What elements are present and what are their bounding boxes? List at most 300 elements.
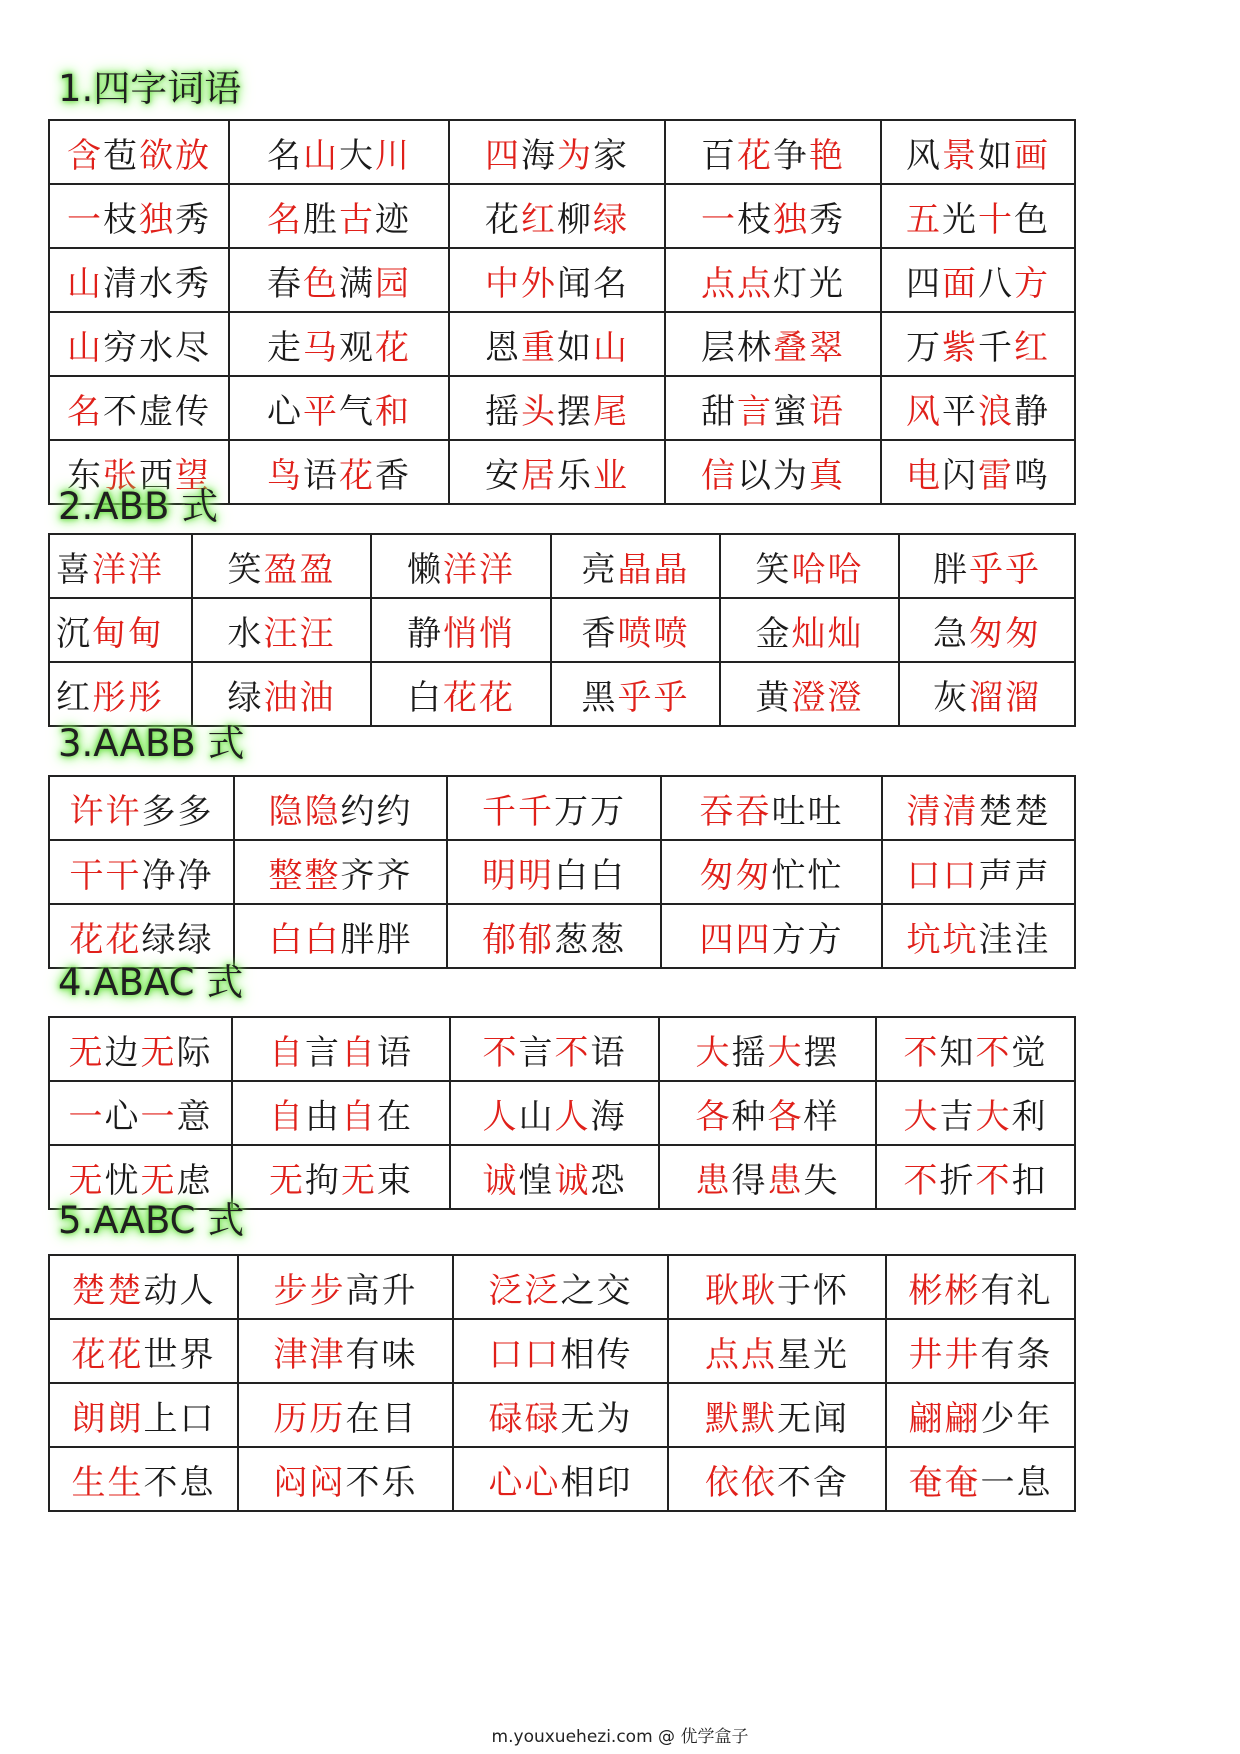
- highlighted-character: 心: [524, 1462, 561, 1503]
- table-row: [49, 776, 1075, 840]
- character: 亮: [581, 549, 618, 590]
- character: 灰: [933, 677, 969, 718]
- character: 传: [175, 391, 211, 432]
- character: 语: [590, 1032, 627, 1073]
- highlighted-character: 翠: [809, 327, 845, 368]
- highlighted-character: 平: [303, 391, 339, 432]
- word-text: [274, 1271, 418, 1311]
- word-text: [269, 1161, 413, 1201]
- highlighted-character: 乎: [653, 677, 690, 718]
- character: 安: [485, 455, 521, 496]
- word-cell: [661, 840, 882, 904]
- highlighted-character: 五: [906, 199, 942, 240]
- highlighted-character: 花: [71, 1334, 108, 1375]
- highlighted-character: 花: [737, 135, 773, 176]
- word-text: [909, 1463, 1053, 1503]
- highlighted-character: 花: [105, 919, 142, 960]
- word-text: [705, 1271, 849, 1311]
- character: 观: [339, 327, 375, 368]
- highlighted-character: 溜: [1005, 677, 1041, 718]
- character: 传: [596, 1334, 633, 1375]
- word-cell: [49, 312, 229, 376]
- highlighted-character: 无: [68, 1160, 105, 1201]
- word-text: [933, 550, 1041, 590]
- character: 千: [978, 327, 1014, 368]
- word-cell: [886, 1255, 1075, 1319]
- highlighted-character: 生: [107, 1462, 144, 1503]
- highlighted-character: 花: [339, 455, 375, 496]
- word-cell: [49, 1017, 232, 1081]
- character: 语: [377, 1032, 413, 1073]
- highlighted-character: 坑: [942, 919, 979, 960]
- word-cell: [49, 1447, 238, 1511]
- word-cell: [668, 1383, 886, 1447]
- word-cell: [876, 1145, 1075, 1209]
- highlighted-character: 为: [557, 135, 593, 176]
- word-cell: [371, 598, 551, 662]
- highlighted-character: 信: [701, 455, 737, 496]
- highlighted-character: 花: [375, 327, 411, 368]
- word-text: [267, 200, 411, 240]
- character: 净: [141, 855, 178, 896]
- highlighted-character: 彤: [128, 677, 164, 718]
- word-text: [906, 456, 1050, 496]
- character: 香: [581, 613, 618, 654]
- word-cell: [49, 598, 192, 662]
- highlighted-character: 许: [105, 791, 142, 832]
- highlighted-character: 自: [269, 1096, 305, 1137]
- character: 秀: [809, 199, 845, 240]
- highlighted-character: 洋: [479, 549, 515, 590]
- word-text: [485, 456, 629, 496]
- character: 懒: [407, 549, 443, 590]
- word-text: [267, 264, 411, 304]
- highlighted-character: 依: [705, 1462, 741, 1503]
- word-cell: [49, 662, 192, 726]
- word-text: [582, 614, 690, 654]
- highlighted-character: 电: [906, 455, 942, 496]
- highlighted-character: 面: [942, 263, 978, 304]
- highlighted-character: 盈: [299, 549, 336, 590]
- word-text: [72, 1463, 216, 1503]
- highlighted-character: 不: [975, 1032, 1012, 1073]
- word-text: [705, 1463, 849, 1503]
- character: 际: [176, 1032, 213, 1073]
- word-text: [933, 678, 1041, 718]
- highlighted-character: 十: [978, 199, 1014, 240]
- character: 忙: [807, 855, 844, 896]
- highlighted-character: 人: [482, 1096, 519, 1137]
- aabb-words-table: [48, 775, 1076, 969]
- word-text: [72, 1399, 216, 1439]
- highlighted-character: 口: [906, 855, 943, 896]
- word-text: [267, 136, 411, 176]
- section-3-title: 3.AABB 式: [58, 722, 245, 765]
- highlighted-character: 灿: [791, 613, 828, 654]
- highlighted-character: 一: [68, 1096, 105, 1137]
- character: 无: [777, 1398, 813, 1439]
- word-text: [67, 200, 211, 240]
- highlighted-character: 井: [944, 1334, 981, 1375]
- word-cell: [238, 1319, 453, 1383]
- word-text: [72, 1271, 216, 1311]
- table-row: [49, 184, 1075, 248]
- highlighted-character: 耿: [741, 1270, 777, 1311]
- highlighted-character: 明: [518, 855, 554, 896]
- character: 少: [980, 1398, 1017, 1439]
- word-cell: [720, 534, 899, 598]
- character: 喜: [56, 549, 92, 590]
- character: 苞: [103, 135, 139, 176]
- word-cell: [881, 312, 1075, 376]
- highlighted-character: 碌: [524, 1398, 561, 1439]
- word-text: [274, 1463, 418, 1503]
- character: 星: [777, 1334, 813, 1375]
- highlighted-character: 清: [942, 791, 979, 832]
- highlighted-character: 油: [263, 677, 300, 718]
- word-cell: [881, 248, 1075, 312]
- highlighted-character: 隐: [304, 791, 341, 832]
- highlighted-character: 津: [309, 1334, 346, 1375]
- highlighted-character: 耿: [705, 1270, 741, 1311]
- highlighted-character: 大: [903, 1096, 940, 1137]
- character: 觉: [1011, 1032, 1048, 1073]
- word-text: [485, 264, 629, 304]
- highlighted-character: 花: [69, 919, 106, 960]
- word-cell: [192, 662, 371, 726]
- word-cell: [447, 840, 661, 904]
- character: 金: [755, 613, 792, 654]
- character: 齐: [376, 855, 413, 896]
- highlighted-character: 盈: [263, 549, 300, 590]
- word-cell: [49, 1383, 238, 1447]
- character: 胖: [933, 549, 969, 590]
- word-text: [756, 550, 864, 590]
- character: 海: [590, 1096, 627, 1137]
- word-cell: [450, 1145, 659, 1209]
- highlighted-character: 喷: [653, 613, 690, 654]
- character: 心: [267, 391, 303, 432]
- character: 枝: [103, 199, 139, 240]
- word-text: [906, 264, 1050, 304]
- character: 拘: [305, 1160, 341, 1201]
- word-text: [56, 678, 164, 718]
- highlighted-character: 无: [140, 1032, 177, 1073]
- character: 秀: [175, 263, 211, 304]
- highlighted-character: 喷: [617, 613, 654, 654]
- character: 万: [554, 791, 590, 832]
- highlighted-character: 悄: [443, 613, 479, 654]
- word-cell: [668, 1255, 886, 1319]
- word-cell: [229, 376, 449, 440]
- word-text: [909, 1271, 1053, 1311]
- character: 失: [803, 1160, 840, 1201]
- page-footer: m.youxuehezi.com @ 优学盒子: [491, 1727, 749, 1747]
- word-text: [269, 920, 413, 960]
- word-cell: [881, 440, 1075, 504]
- abac-words-table: [48, 1016, 1076, 1210]
- highlighted-character: 古: [339, 199, 375, 240]
- highlighted-character: 头: [521, 391, 557, 432]
- word-text: [582, 550, 690, 590]
- word-cell: [371, 662, 551, 726]
- word-text: [489, 1399, 633, 1439]
- highlighted-character: 洋: [92, 549, 128, 590]
- highlighted-character: 奄: [908, 1462, 945, 1503]
- word-cell: [886, 1447, 1075, 1511]
- highlighted-character: 洋: [128, 549, 164, 590]
- highlighted-character: 大: [695, 1032, 732, 1073]
- character: 相: [560, 1334, 597, 1375]
- table-row: [49, 662, 1075, 726]
- character: 如: [557, 327, 593, 368]
- highlighted-character: 大: [975, 1096, 1012, 1137]
- highlighted-character: 吞: [735, 791, 772, 832]
- word-text: [482, 856, 626, 896]
- highlighted-character: 景: [942, 135, 978, 176]
- character: 约: [340, 791, 377, 832]
- table-row: [49, 904, 1075, 968]
- character: 东: [67, 455, 103, 496]
- word-text: [906, 200, 1050, 240]
- highlighted-character: 和: [375, 391, 411, 432]
- character: 由: [305, 1096, 341, 1137]
- word-text: [69, 1097, 213, 1137]
- character: 色: [1014, 199, 1050, 240]
- table-row: [49, 598, 1075, 662]
- highlighted-character: 风: [906, 391, 942, 432]
- word-text: [56, 614, 164, 654]
- character: 笑: [227, 549, 264, 590]
- highlighted-character: 尾: [593, 391, 629, 432]
- character: 家: [593, 135, 629, 176]
- highlighted-character: 山: [67, 263, 103, 304]
- highlighted-character: 四: [735, 919, 772, 960]
- highlighted-character: 一: [701, 199, 737, 240]
- highlighted-character: 整: [268, 855, 305, 896]
- character: 走: [267, 327, 303, 368]
- word-text: [267, 392, 411, 432]
- word-cell: [232, 1081, 450, 1145]
- word-text: [705, 1335, 849, 1375]
- highlighted-character: 朗: [71, 1398, 108, 1439]
- word-cell: [886, 1319, 1075, 1383]
- abb-words-table: [48, 533, 1076, 727]
- word-cell: [234, 904, 447, 968]
- highlighted-character: 白: [304, 919, 341, 960]
- highlighted-character: 翩: [908, 1398, 945, 1439]
- character: 穷: [103, 327, 139, 368]
- word-text: [483, 1033, 627, 1073]
- word-text: [407, 550, 515, 590]
- highlighted-character: 乎: [969, 549, 1005, 590]
- character: 样: [803, 1096, 840, 1137]
- word-text: [756, 614, 864, 654]
- character: 吐: [807, 791, 844, 832]
- character: 息: [1016, 1462, 1053, 1503]
- word-text: [904, 1097, 1048, 1137]
- character: 升: [381, 1270, 418, 1311]
- character: 胖: [340, 919, 377, 960]
- word-text: [274, 1399, 418, 1439]
- word-text: [407, 678, 515, 718]
- character: 息: [179, 1462, 216, 1503]
- character: 净: [177, 855, 214, 896]
- word-cell: [229, 248, 449, 312]
- highlighted-character: 晶: [653, 549, 690, 590]
- highlighted-character: 言: [737, 391, 773, 432]
- highlighted-character: 汪: [299, 613, 336, 654]
- highlighted-character: 匆: [969, 613, 1005, 654]
- highlighted-character: 步: [309, 1270, 346, 1311]
- highlighted-character: 澄: [827, 677, 864, 718]
- word-cell: [665, 312, 881, 376]
- character: 不: [777, 1462, 813, 1503]
- highlighted-character: 中: [485, 263, 521, 304]
- highlighted-character: 隐: [268, 791, 305, 832]
- character: 于: [777, 1270, 813, 1311]
- word-text: [269, 792, 413, 832]
- highlighted-character: 明: [482, 855, 518, 896]
- table-row: [49, 312, 1075, 376]
- word-text: [70, 856, 214, 896]
- character: 不: [143, 1462, 180, 1503]
- word-text: [69, 1033, 213, 1073]
- highlighted-character: 方: [1014, 263, 1050, 304]
- word-cell: [551, 534, 720, 598]
- word-cell: [881, 376, 1075, 440]
- word-text: [67, 264, 211, 304]
- highlighted-character: 奄: [944, 1462, 981, 1503]
- highlighted-character: 津: [273, 1334, 310, 1375]
- character: 言: [518, 1032, 555, 1073]
- highlighted-character: 甸: [92, 613, 128, 654]
- character: 秀: [175, 199, 211, 240]
- word-text: [407, 614, 515, 654]
- highlighted-character: 闷: [309, 1462, 346, 1503]
- highlighted-character: 晶: [617, 549, 654, 590]
- character: 满: [339, 263, 375, 304]
- character: 如: [978, 135, 1014, 176]
- word-cell: [49, 376, 229, 440]
- highlighted-character: 山: [67, 327, 103, 368]
- character: 黑: [581, 677, 618, 718]
- highlighted-character: 居: [521, 455, 557, 496]
- character: 齐: [340, 855, 377, 896]
- highlighted-character: 不: [482, 1032, 519, 1073]
- highlighted-character: 郁: [518, 919, 554, 960]
- table-row: [49, 120, 1075, 184]
- highlighted-character: 语: [809, 391, 845, 432]
- highlighted-character: 外: [521, 263, 557, 304]
- character: 葱: [554, 919, 590, 960]
- word-text: [907, 792, 1051, 832]
- character: 闻: [813, 1398, 849, 1439]
- highlighted-character: 独: [773, 199, 809, 240]
- highlighted-character: 闷: [273, 1462, 310, 1503]
- character: 在: [377, 1096, 413, 1137]
- highlighted-character: 不: [903, 1032, 940, 1073]
- character: 惶: [518, 1160, 555, 1201]
- highlighted-character: 大: [767, 1032, 804, 1073]
- word-text: [267, 328, 411, 368]
- highlighted-character: 郁: [482, 919, 518, 960]
- highlighted-character: 红: [521, 199, 557, 240]
- word-cell: [668, 1447, 886, 1511]
- character: 相: [560, 1462, 597, 1503]
- word-text: [909, 1335, 1053, 1375]
- character: 交: [596, 1270, 633, 1311]
- table-row: [49, 534, 1075, 598]
- highlighted-character: 悄: [479, 613, 515, 654]
- highlighted-character: 口: [524, 1334, 561, 1375]
- word-cell: [453, 1383, 668, 1447]
- character: 忧: [104, 1160, 141, 1201]
- highlighted-character: 绿: [593, 199, 629, 240]
- character: 吐: [771, 791, 808, 832]
- character: 花: [485, 199, 521, 240]
- character: 尽: [175, 327, 211, 368]
- word-cell: [449, 440, 665, 504]
- word-cell: [449, 248, 665, 312]
- word-text: [489, 1335, 633, 1375]
- highlighted-character: 山: [303, 135, 339, 176]
- character: 有: [980, 1334, 1017, 1375]
- character: 大: [339, 135, 375, 176]
- word-cell: [899, 662, 1075, 726]
- highlighted-character: 楚: [107, 1270, 144, 1311]
- highlighted-character: 哈: [791, 549, 828, 590]
- character: 海: [521, 135, 557, 176]
- word-text: [485, 392, 629, 432]
- word-text: [696, 1033, 840, 1073]
- word-cell: [881, 120, 1075, 184]
- character: 清: [103, 263, 139, 304]
- character: 山: [518, 1096, 555, 1137]
- character: 楚: [978, 791, 1015, 832]
- highlighted-character: 洋: [443, 549, 479, 590]
- word-text: [907, 856, 1051, 896]
- highlighted-character: 画: [1014, 135, 1050, 176]
- character: 利: [1011, 1096, 1048, 1137]
- word-text: [700, 856, 844, 896]
- highlighted-character: 川: [375, 135, 411, 176]
- highlighted-character: 不: [903, 1160, 940, 1201]
- table-row: [49, 1319, 1075, 1383]
- word-text: [485, 328, 629, 368]
- table-row: [49, 248, 1075, 312]
- table-row: [49, 1255, 1075, 1319]
- highlighted-character: 干: [69, 855, 106, 896]
- word-cell: [234, 840, 447, 904]
- highlighted-character: 白: [268, 919, 305, 960]
- table-row: [49, 376, 1075, 440]
- highlighted-character: 诚: [554, 1160, 591, 1201]
- character: 名: [593, 263, 629, 304]
- character: 年: [1016, 1398, 1053, 1439]
- character: 摇: [731, 1032, 768, 1073]
- word-text: [696, 1161, 840, 1201]
- word-cell: [232, 1145, 450, 1209]
- character: 白: [407, 677, 443, 718]
- aabc-words-table: [48, 1254, 1076, 1512]
- highlighted-character: 四: [485, 135, 521, 176]
- highlighted-character: 澄: [791, 677, 828, 718]
- highlighted-character: 匆: [699, 855, 736, 896]
- word-text: [701, 200, 845, 240]
- word-text: [269, 1033, 413, 1073]
- character: 水: [139, 327, 175, 368]
